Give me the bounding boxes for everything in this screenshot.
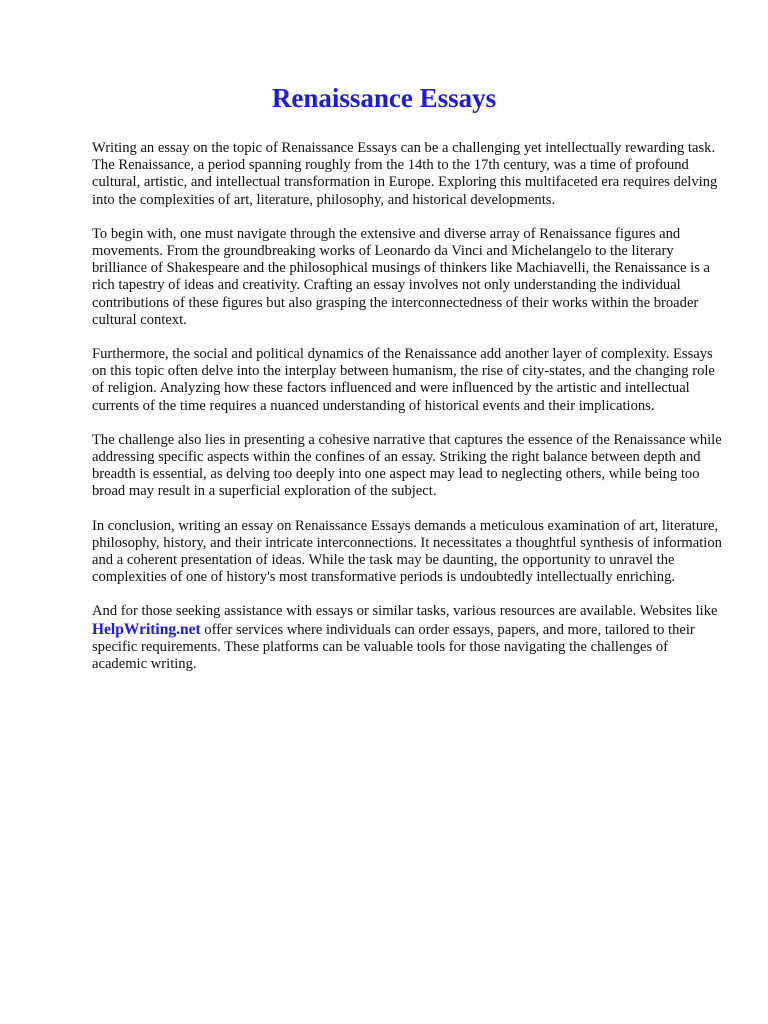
paragraph-intro: Writing an essay on the topic of Renaissance Essays can be a challenging yet intellectually rewarding task. The Renaissance, a period spanning roughly from the 14th to the 17th century, was a time of profound cultural, artistic, and intellectual transformation in Europe. Exploring this multifaceted era requires delving into the complexities of art, literature, philosophy, and historical developments. <box>92 140 718 208</box>
paragraph-social-political: Furthermore, the social and political dynamics of the Renaissance add another layer of complexity. Essays on this topic often delve into the interplay between humanism, the rise of city-states, and the changing role of religion. Analyzing how these factors influenced and were influenced by the artistic and intellectual currents of the time requires a nuanced understanding of historical events and their implications. <box>92 346 715 414</box>
paragraph-conclusion: In conclusion, writing an essay on Renaissance Essays demands a meticulous examination of art, literature, philosophy, history, and their intricate interconnections. It necessitates a thoughtful synthesis of information and a coherent presentation of ideas. While the task may be daunting, the opportunity to unravel the complexities of one of history's most transformative periods is undoubtedly intellectually enriching. <box>92 517 722 586</box>
paragraph-figures: To begin with, one must navigate through the extensive and diverse array of Renaissance figures and movements. From the groundbreaking works of Leonardo da Vinci and Michelangelo to the literary brilliance of Shakespeare and the philosophical musings of thinkers like Machiavelli, the Renaissance is a rich tapestry of ideas and creativity. Crafting an essay involves not only understanding the individual contributions of these figures but also grasping the interconnectedness of their works within the broader cultural context. <box>92 225 711 328</box>
helpwriting-link[interactable]: HelpWriting.net <box>92 620 201 638</box>
resources-text-before-link: And for those seeking assistance with essays or similar tasks, various resources are available. Websites like <box>92 603 718 620</box>
paragraph-challenge: The challenge also lies in presenting a cohesive narrative that captures the essence of the Renaissance while addressing specific aspects within the confines of an essay. Striking the right balance between depth and breadth is essential, as delving too deeply into one aspect may lead to neglecting others, while being too broad may result in a superficial exploration of the subject. <box>92 431 722 500</box>
document-title: Renaissance Essays <box>271 83 497 113</box>
paragraph-resources <box>92 603 722 673</box>
resources-text-after-link: offer services where individuals can order essays, papers, and more, tailored to their specific requirements. These platforms can be valuable tools for those navigating the challenges of academic writing. <box>92 621 695 673</box>
